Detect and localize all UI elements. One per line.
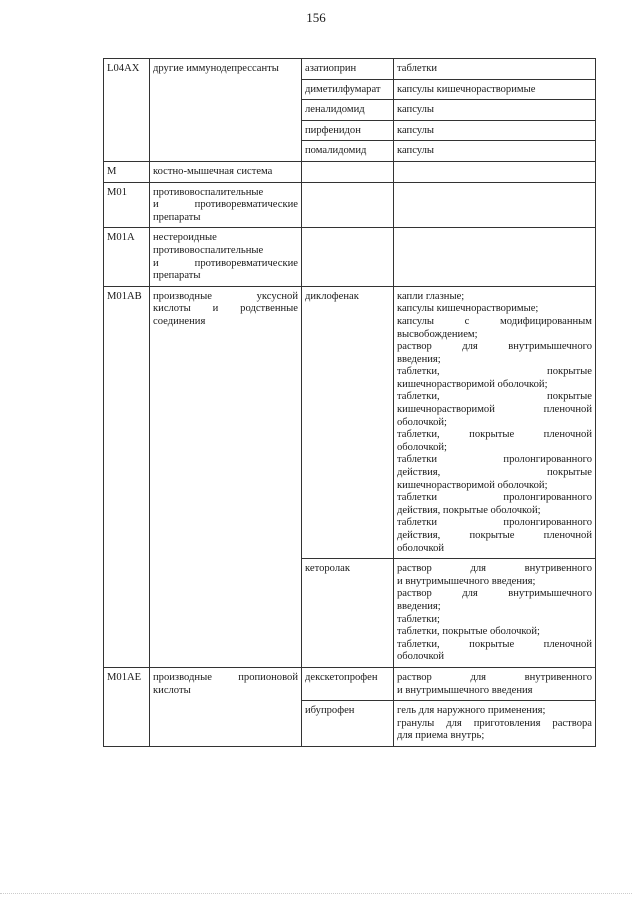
group-text-line: костно-мышечная система (153, 165, 273, 177)
dosage-form-line: таблетки, покрытые (397, 366, 592, 378)
group-text-line: и противоревматические (153, 257, 298, 269)
anatomical-group-cell (150, 182, 302, 228)
dosage-form-line: для приема внутрь; (397, 730, 485, 742)
dosage-form-line: таблетки, покрытые оболочкой; (397, 626, 540, 638)
atc-code-cell: M01AE (104, 667, 150, 746)
drug-name-cell: азатиоприн (302, 59, 394, 80)
dosage-form-line: введения; (397, 353, 441, 365)
dosage-form-line: таблетки пролонгированного (397, 517, 592, 529)
group-text-line: производные уксусной (153, 290, 298, 302)
dosage-form-line: капсулы (397, 104, 435, 116)
dosage-form-line: капсулы с модифицированным (397, 315, 592, 327)
dosage-form-line: оболочкой (397, 651, 445, 663)
dosage-form-line: раствор для внутримышечного (397, 588, 592, 600)
drug-name-cell: кеторолак (302, 559, 394, 668)
drug-table-body (104, 59, 596, 747)
dosage-form-cell (394, 667, 596, 700)
drug-name-cell: декскетопрофен (302, 667, 394, 700)
dosage-form-cell (394, 79, 596, 100)
dosage-form-cell (394, 228, 596, 286)
group-text-line: противовоспалительные (153, 186, 264, 198)
dosage-form-line: введения; (397, 600, 441, 612)
dosage-form-line: раствор для внутривенного (397, 563, 592, 575)
dosage-form-line: кишечнорастворимой оболочкой; (397, 479, 548, 491)
dosage-form-line: раствор для внутримышечного (397, 341, 592, 353)
group-text-line: производные пропионовой (153, 671, 298, 683)
dosage-form-cell (394, 161, 596, 182)
drug-name-cell (302, 228, 394, 286)
atc-code-cell: M01 (104, 182, 150, 228)
dosage-form-line: капсулы (397, 124, 435, 136)
dosage-form-cell (394, 141, 596, 162)
dosage-form-line: и внутримышечного введения (397, 684, 533, 696)
dosage-form-cell (394, 120, 596, 141)
anatomical-group-cell (150, 59, 302, 162)
drug-name-cell: диметилфумарат (302, 79, 394, 100)
dosage-form-line: оболочкой (397, 542, 445, 554)
dosage-form-line: действия, покрытые (397, 467, 592, 479)
table-row (104, 228, 596, 286)
dosage-form-line: таблетки пролонгированного (397, 454, 592, 466)
atc-code-cell: M01AB (104, 286, 150, 667)
dosage-form-line: капсулы кишечнорастворимые; (397, 303, 539, 315)
dosage-form-cell (394, 559, 596, 668)
anatomical-group-cell (150, 161, 302, 182)
group-text-line: нестероидные (153, 232, 217, 244)
dosage-form-cell (394, 59, 596, 80)
dosage-form-line: высвобождением; (397, 328, 478, 340)
table-row (104, 161, 596, 182)
group-text-line: кислоты (153, 684, 191, 696)
drug-name-cell: диклофенак (302, 286, 394, 558)
table-row (104, 667, 596, 700)
dosage-form-line: капли глазные; (397, 290, 465, 302)
dosage-form-line: кишечнорастворимой оболочкой; (397, 378, 548, 390)
drug-name-cell (302, 161, 394, 182)
drug-name-cell: помалидомид (302, 141, 394, 162)
scan-edge-line (0, 893, 632, 895)
group-text-line: препараты (153, 211, 201, 223)
anatomical-group-cell (150, 667, 302, 746)
table-row (104, 286, 596, 558)
drug-name-cell: ибупрофен (302, 701, 394, 747)
drug-table (103, 58, 596, 747)
atc-code-cell: M01A (104, 228, 150, 286)
drug-name-cell: пирфенидон (302, 120, 394, 141)
dosage-form-line: кишечнорастворимой пленочной (397, 404, 592, 416)
table-row (104, 59, 596, 80)
group-text-line: соединения (153, 315, 206, 327)
group-text-line: и противоревматические (153, 199, 298, 211)
dosage-form-line: таблетки; (397, 613, 440, 625)
dosage-form-line: оболочкой; (397, 416, 447, 428)
dosage-form-line: гранулы для приготовления раствора (397, 717, 592, 729)
group-text-line: противовоспалительные (153, 244, 264, 256)
dosage-form-line: таблетки, покрытые пленочной (397, 429, 592, 441)
dosage-form-cell (394, 100, 596, 121)
drug-name-cell (302, 182, 394, 228)
anatomical-group-cell (150, 286, 302, 667)
dosage-form-cell (394, 182, 596, 228)
dosage-form-line: оболочкой; (397, 441, 447, 453)
dosage-form-line: таблетки (397, 63, 438, 74)
page-number: 156 (306, 10, 326, 25)
dosage-form-line: действия, покрытые оболочкой; (397, 504, 541, 516)
dosage-form-line: гель для наружного применения; (397, 705, 546, 717)
dosage-form-line: раствор для внутривенного (397, 671, 592, 683)
drug-name-cell: леналидомид (302, 100, 394, 121)
dosage-form-line: таблетки, покрытые пленочной (397, 638, 592, 650)
anatomical-group-cell (150, 228, 302, 286)
dosage-form-line: капсулы (397, 145, 435, 157)
dosage-form-line: и внутримышечного введения; (397, 575, 536, 587)
group-text-line: другие иммунодепрессанты (153, 63, 279, 74)
dosage-form-line: действия, покрытые пленочной (397, 530, 592, 541)
dosage-form-cell (394, 286, 596, 558)
table-row (104, 182, 596, 228)
atc-code-cell: M (104, 161, 150, 182)
dosage-form-cell (394, 701, 596, 747)
group-text-line: препараты (153, 270, 201, 282)
dosage-form-line: таблетки пролонгированного (397, 492, 592, 504)
group-text-line: кислоты и родственные (153, 303, 298, 315)
atc-code-cell: L04AX (104, 59, 150, 162)
dosage-form-line: таблетки, покрытые (397, 391, 592, 403)
dosage-form-line: капсулы кишечнорастворимые (397, 83, 536, 95)
